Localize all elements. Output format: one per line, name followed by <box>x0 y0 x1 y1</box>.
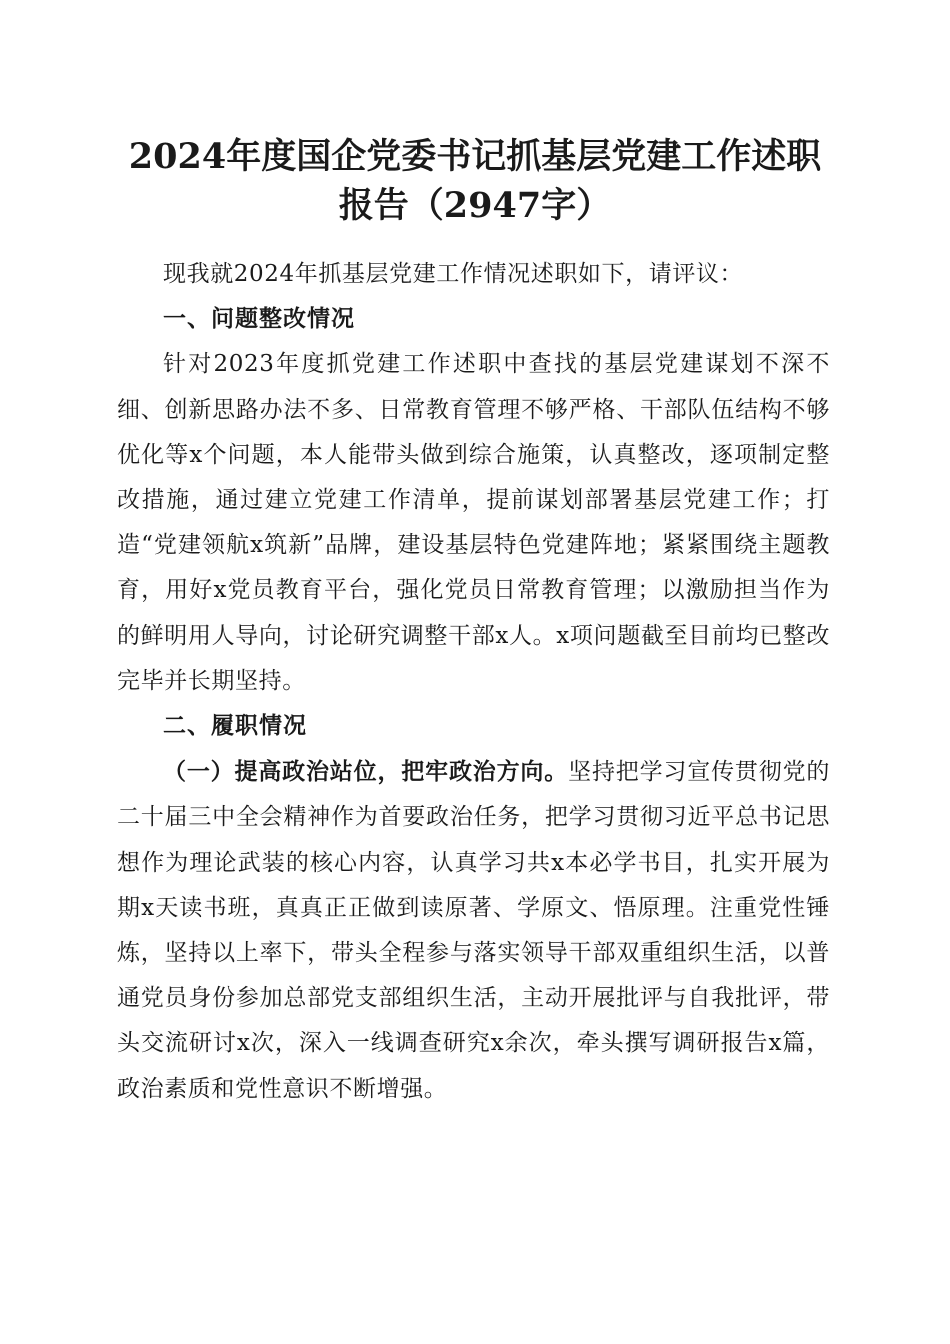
title-line-2: 报告（2947字） <box>338 185 612 226</box>
document-body <box>117 252 830 1112</box>
intro-paragraph: 现我就2024年抓基层党建工作情况述职如下，请评议： <box>163 261 744 287</box>
document-title <box>100 132 850 230</box>
section-2-heading: 二、履职情况 <box>163 713 307 740</box>
section-2-item-1-text: 坚持把学习宣传贯彻党的二十届三中全会精神作为首要政治任务，把学习贯彻习近平总书记思想作为理论武装的核心内容，认真学习共x本必学书目，扎实开展为期x天读书班，真真正正做到读原著、学原文、悟原理。注重党性锤炼，坚持以上率下，带头全程参与落实领导干部双重组织生活，以普通党员身份参加总部党支部组织生活，主动开展批评与自我批评，带头交流研讨x次，深入一线调查研究x余次，牵头撰写调研报告x篇，政治素质和党性意识不断增强。 <box>117 759 831 1102</box>
section-1-paragraph: 针对2023年度抓党建工作述职中查找的基层党建谋划不深不细、创新思路办法不多、日常教育管理不够严格、干部队伍结构不够优化等x个问题，本人能带头做到综合施策，认真整改，逐项制定整改措施，通过建立党建工作清单，提前谋划部署基层党建工作；打造“党建领航x筑新”品牌，建设基层特色党建阵地；紧紧围绕主题教育，用好x党员教育平台，强化党员日常教育管理；以激励担当作为的鲜明用人导向，讨论研究调整干部x人。x项问题截至目前均已整改完毕并长期坚持。 <box>117 351 830 694</box>
section-2-item-1-lead: （一）提高政治站位，把牢政治方向。 <box>163 758 569 786</box>
section-1-heading: 一、问题整改情况 <box>163 306 355 333</box>
section-2-item-1-paragraph <box>117 749 830 1112</box>
title-line-1: 2024年度国企党委书记抓基层党建工作述职 <box>128 136 822 177</box>
